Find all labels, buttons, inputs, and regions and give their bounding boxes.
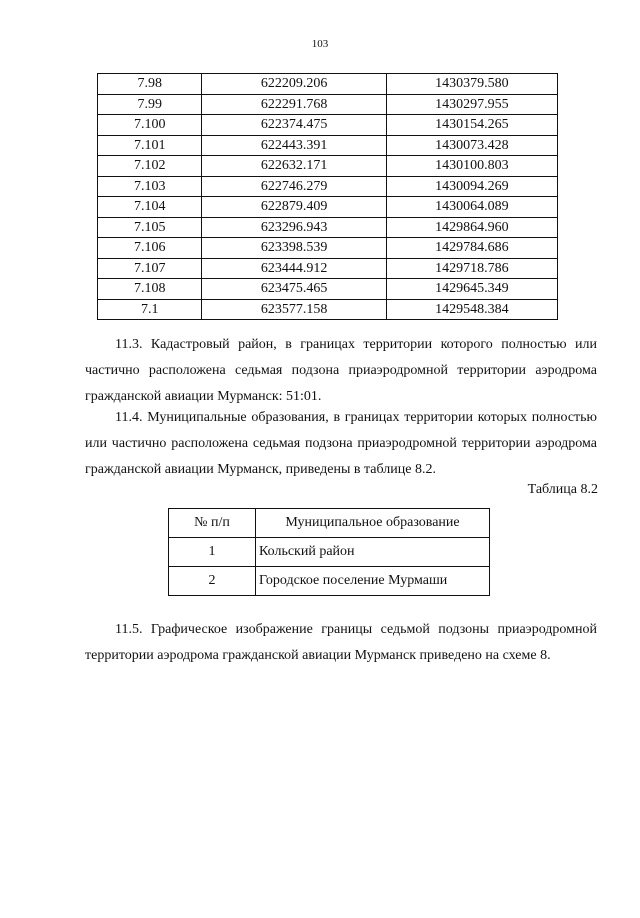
row-number: 2 <box>169 567 256 596</box>
coordinates-table <box>97 73 558 320</box>
y-coordinate: 1429864.960 <box>386 217 557 238</box>
point-number: 7.104 <box>98 197 202 218</box>
column-header-number: № п/п <box>169 509 256 538</box>
table-row <box>98 217 558 238</box>
y-coordinate: 1430064.089 <box>386 197 557 218</box>
municipality-name: Кольский район <box>256 538 490 567</box>
point-number: 7.103 <box>98 176 202 197</box>
paragraph-11-3: 11.3. Кадастровый район, в границах территории которого полностью или частично расположена седьмая подзона приаэродромной территории аэродрома гражданской авиации Мурманск: 51:01. <box>85 337 597 404</box>
point-number: 7.108 <box>98 279 202 300</box>
x-coordinate: 622632.171 <box>202 156 386 177</box>
table-row <box>98 299 558 320</box>
y-coordinate: 1430297.955 <box>386 94 557 115</box>
table-row <box>169 567 490 596</box>
x-coordinate: 623296.943 <box>202 217 386 238</box>
y-coordinate: 1430094.269 <box>386 176 557 197</box>
table-row <box>98 135 558 156</box>
x-coordinate: 622291.768 <box>202 94 386 115</box>
x-coordinate: 622209.206 <box>202 74 386 95</box>
point-number: 7.1 <box>98 299 202 320</box>
y-coordinate: 1429548.384 <box>386 299 557 320</box>
x-coordinate: 622879.409 <box>202 197 386 218</box>
table-row <box>98 197 558 218</box>
point-number: 7.101 <box>98 135 202 156</box>
y-coordinate: 1430154.265 <box>386 115 557 136</box>
table-row <box>98 258 558 279</box>
table-row <box>98 238 558 259</box>
y-coordinate: 1430379.580 <box>386 74 557 95</box>
table-row <box>98 74 558 95</box>
point-number: 7.100 <box>98 115 202 136</box>
x-coordinate: 623577.158 <box>202 299 386 320</box>
table-row <box>98 115 558 136</box>
paragraph-11-4: 11.4. Муниципальные образования, в границах территории которых полностью или частично расположена седьмая подзона приаэродромной территории аэродрома гражданской авиации Мурманск, приведены в таблице 8.2. <box>85 410 597 477</box>
table-row <box>98 279 558 300</box>
table-header-row <box>169 509 490 538</box>
row-number: 1 <box>169 538 256 567</box>
table-8-2-caption: Таблица 8.2 <box>527 482 598 497</box>
y-coordinate: 1430073.428 <box>386 135 557 156</box>
y-coordinate: 1429718.786 <box>386 258 557 279</box>
point-number: 7.106 <box>98 238 202 259</box>
coordinates-table-body <box>98 74 558 320</box>
table-row <box>98 94 558 115</box>
point-number: 7.105 <box>98 217 202 238</box>
table-row <box>98 176 558 197</box>
x-coordinate: 622746.279 <box>202 176 386 197</box>
y-coordinate: 1430100.803 <box>386 156 557 177</box>
column-header-municipality: Муниципальное образование <box>256 509 490 538</box>
x-coordinate: 622443.391 <box>202 135 386 156</box>
y-coordinate: 1429645.349 <box>386 279 557 300</box>
municipality-name: Городское поселение Мурмаши <box>256 567 490 596</box>
paragraph-11-5: 11.5. Графическое изображение границы седьмой подзоны приаэродромной территории аэродрома гражданской авиации Мурманск приведено на схеме 8. <box>85 622 597 663</box>
page-number: 103 <box>311 38 329 50</box>
y-coordinate: 1429784.686 <box>386 238 557 259</box>
table-row <box>169 538 490 567</box>
x-coordinate: 623398.539 <box>202 238 386 259</box>
point-number: 7.99 <box>98 94 202 115</box>
point-number: 7.107 <box>98 258 202 279</box>
table-row <box>98 156 558 177</box>
point-number: 7.102 <box>98 156 202 177</box>
municipalities-table <box>168 508 490 596</box>
x-coordinate: 623475.465 <box>202 279 386 300</box>
x-coordinate: 622374.475 <box>202 115 386 136</box>
point-number: 7.98 <box>98 74 202 95</box>
x-coordinate: 623444.912 <box>202 258 386 279</box>
